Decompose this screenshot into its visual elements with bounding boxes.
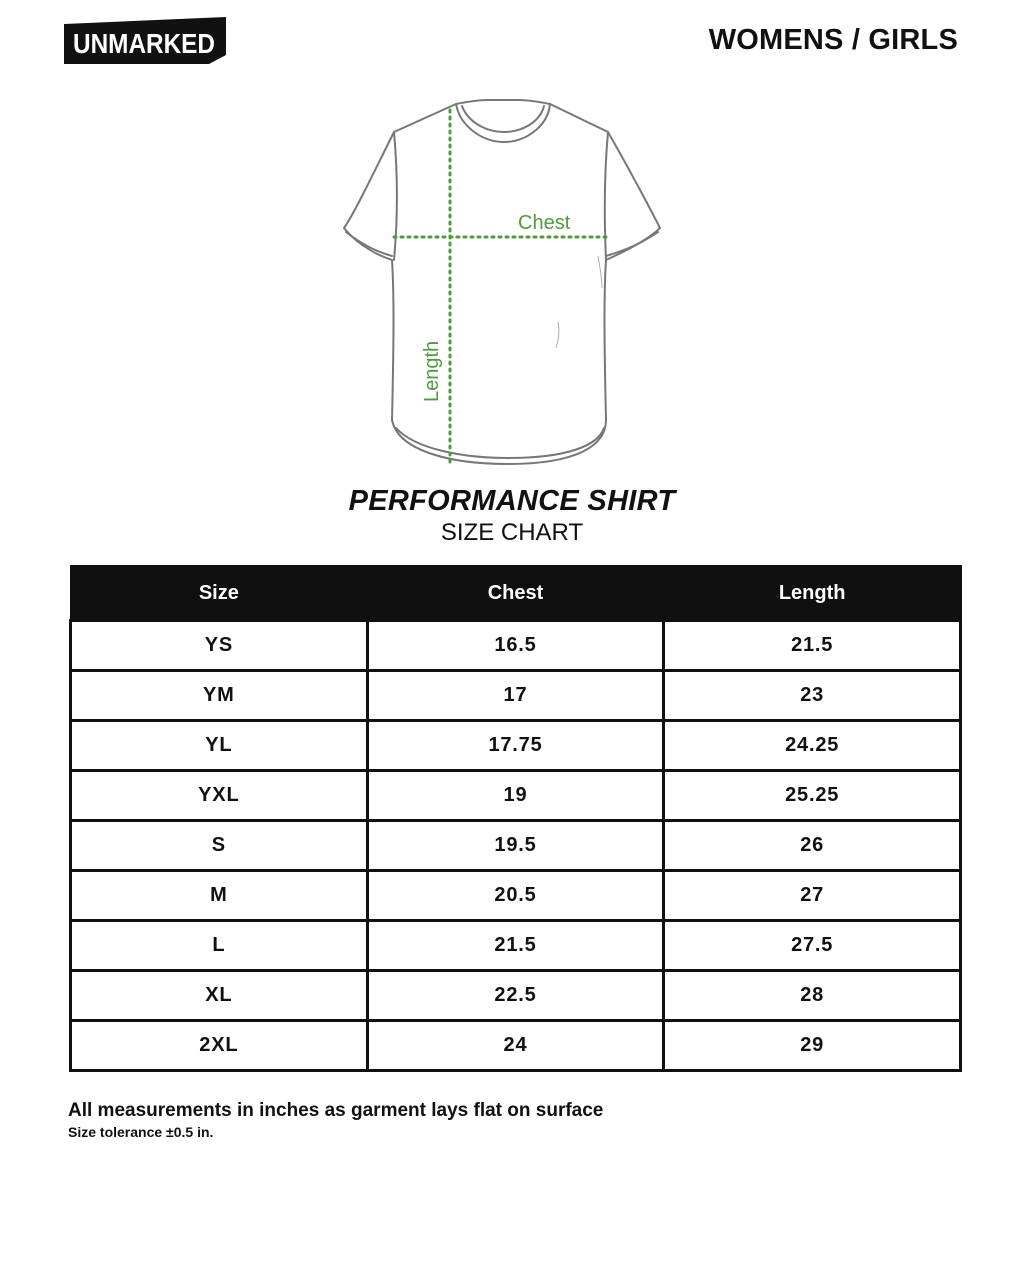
cell-chest: 19: [367, 771, 664, 821]
cell-length: 25.25: [664, 771, 961, 821]
logo-graphic: [64, 17, 228, 65]
cell-size: YS: [71, 621, 368, 671]
table-row: [71, 971, 961, 1021]
cell-chest: 24: [367, 1021, 664, 1071]
cell-chest: 20.5: [367, 871, 664, 921]
size-chart-table: [69, 565, 962, 1072]
product-title: PERFORMANCE SHIRT: [348, 485, 676, 517]
cell-length: 23: [664, 671, 961, 721]
tolerance-note: Size tolerance ±0.5 in.: [68, 1124, 214, 1140]
cell-chest: 17.75: [367, 721, 664, 771]
cell-size: M: [71, 871, 368, 921]
table-row: [71, 671, 961, 721]
chest-label: Chest: [518, 212, 571, 234]
table-row: [71, 721, 961, 771]
table-row: [71, 621, 961, 671]
cell-size: YM: [71, 671, 368, 721]
header-length: Length: [664, 566, 961, 621]
cell-chest: 21.5: [367, 921, 664, 971]
logo-wordmark: UNMARKED: [73, 28, 215, 59]
table-row: [71, 821, 961, 871]
cell-length: 29: [664, 1021, 961, 1071]
table-row: [71, 921, 961, 971]
cell-chest: 22.5: [367, 971, 664, 1021]
table-row: [71, 871, 961, 921]
table-row: [71, 771, 961, 821]
shirt-diagram: [336, 96, 668, 472]
cell-length: 24.25: [664, 721, 961, 771]
title-block: [0, 484, 1024, 548]
cell-size: YL: [71, 721, 368, 771]
length-label: Length: [421, 340, 443, 402]
cell-size: L: [71, 921, 368, 971]
cell-chest: 19.5: [367, 821, 664, 871]
cell-length: 27.5: [664, 921, 961, 971]
table-row: [71, 1021, 961, 1071]
cell-chest: 17: [367, 671, 664, 721]
cell-length: 27: [664, 871, 961, 921]
cell-size: S: [71, 821, 368, 871]
measurement-notes: [68, 1099, 603, 1141]
cell-length: 28: [664, 971, 961, 1021]
tshirt-outline: [336, 96, 668, 472]
category-label: WOMENS / GIRLS: [708, 24, 958, 56]
header-chest: Chest: [367, 566, 664, 621]
table-header-row: [71, 566, 961, 621]
cell-size: YXL: [71, 771, 368, 821]
cell-size: XL: [71, 971, 368, 1021]
chart-subtitle: SIZE CHART: [440, 519, 584, 546]
cell-length: 26: [664, 821, 961, 871]
measurement-note: All measurements in inches as garment lays flat on surface: [68, 1100, 604, 1121]
cell-chest: 16.5: [367, 621, 664, 671]
cell-size: 2XL: [71, 1021, 368, 1071]
cell-length: 21.5: [664, 621, 961, 671]
header-size: Size: [71, 566, 368, 621]
brand-logo: [64, 17, 228, 65]
